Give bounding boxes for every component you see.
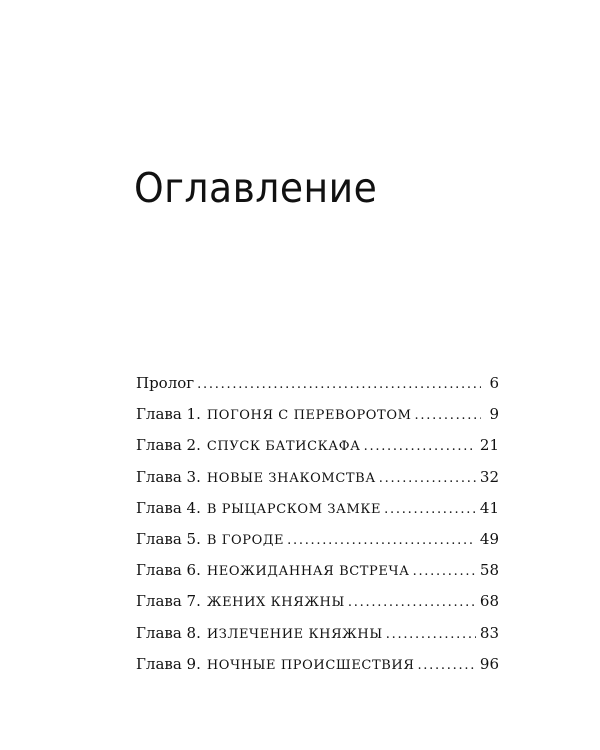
toc-entry-chapter-4	[136, 499, 499, 530]
dot-leader	[348, 595, 476, 610]
entry-label: Глава 8.	[136, 623, 201, 642]
entry-page-number: 96	[479, 654, 499, 673]
toc-entry-chapter-6	[136, 561, 499, 592]
entry-label: Глава 7.	[136, 592, 201, 611]
toc-entry-prologue	[136, 374, 499, 405]
entry-label: Глава 6.	[136, 561, 201, 580]
entry-page-number: 58	[479, 561, 499, 580]
toc-entry-chapter-8	[136, 624, 499, 655]
entry-label: Пролог	[136, 374, 195, 392]
entry-title: ЖЕНИХ КНЯЖНЫ	[206, 595, 345, 611]
toc-entry-chapter-5	[136, 530, 499, 561]
entry-title: ПОГОНЯ С ПЕРЕВОРОТОМ	[206, 408, 412, 424]
table-of-contents	[136, 374, 499, 686]
dot-leader	[413, 564, 476, 579]
dot-leader	[287, 533, 476, 548]
page-title: Оглавление	[134, 164, 378, 212]
entry-title: СПУСК БАТИСКАФА	[206, 439, 361, 455]
dot-leader	[384, 502, 476, 517]
entry-page-number: 9	[489, 405, 499, 424]
toc-entry-chapter-1	[136, 405, 499, 436]
entry-title: В ГОРОДЕ	[206, 532, 285, 548]
entry-title: НЕОЖИДАННАЯ ВСТРЕЧА	[206, 564, 410, 580]
toc-entry-chapter-2	[136, 436, 499, 467]
entry-page-number: 21	[479, 436, 499, 455]
toc-entry-chapter-7	[136, 592, 499, 623]
entry-label: Глава 2.	[136, 436, 201, 455]
entry-title: НОЧНЫЕ ПРОИСШЕСТВИЯ	[206, 657, 415, 673]
dot-leader	[386, 627, 476, 642]
entry-title: В РЫЦАРСКОМ ЗАМКЕ	[206, 501, 382, 517]
dot-leader	[379, 471, 476, 486]
entry-page-number: 83	[479, 623, 499, 642]
entry-title: ИЗЛЕЧЕНИЕ КНЯЖНЫ	[206, 626, 383, 642]
entry-label: Глава 5.	[136, 529, 201, 548]
dot-leader	[197, 377, 481, 392]
entry-title: НОВЫЕ ЗНАКОМСТВА	[206, 470, 376, 486]
entry-page-number: 68	[479, 592, 499, 611]
entry-page-number: 6	[489, 374, 499, 392]
entry-page-number: 41	[479, 498, 499, 517]
entry-page-number: 32	[479, 467, 499, 486]
toc-entry-chapter-3	[136, 468, 499, 499]
dot-leader	[415, 408, 481, 423]
dot-leader	[364, 439, 476, 454]
entry-label: Глава 1.	[136, 405, 201, 424]
entry-label: Глава 9.	[136, 654, 201, 673]
entry-page-number: 49	[479, 529, 499, 548]
entry-label: Глава 3.	[136, 467, 201, 486]
toc-entry-chapter-9	[136, 655, 499, 686]
entry-label: Глава 4.	[136, 498, 201, 517]
dot-leader	[417, 658, 475, 673]
